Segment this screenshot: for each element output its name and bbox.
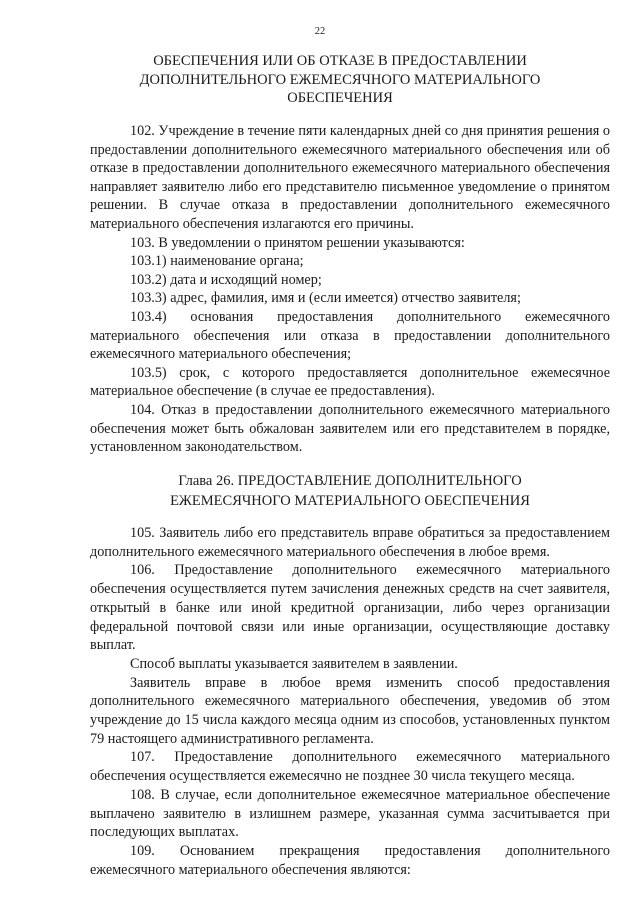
paragraph-105: 105. Заявитель либо его представитель вправе обратиться за предоставлением дополнительного ежемесячного материального обеспечения в любое время.	[90, 525, 610, 560]
paragraph-103: 103. В уведомлении о принятом решении указываются:	[130, 234, 465, 251]
section-title-line: ОБЕСПЕЧЕНИЯ ИЛИ ОБ ОТКАЗЕ В ПРЕДОСТАВЛЕНИИ	[153, 53, 527, 69]
section-title-line: ОБЕСПЕЧЕНИЯ	[287, 90, 393, 107]
paragraph-107: 107. Предоставление дополнительного ежемесячного материального обеспечения осуществляется ежемесячно не позднее 30 числа текущего месяца.	[90, 749, 610, 785]
page-number: 22	[314, 26, 326, 37]
paragraph-103-2: 103.2) дата и исходящий номер;	[130, 271, 322, 288]
paragraph-109: 109. Основанием прекращения предоставления дополнительного ежемесячного материального обеспечения являются:	[90, 842, 610, 878]
chapter-title-line: Глава 26. ПРЕДОСТАВЛЕНИЕ ДОПОЛНИТЕЛЬНОГО	[178, 473, 522, 489]
paragraph-102: 102. Учреждение в течение пяти календарных дней со дня принятия решения о предоставлении дополнительного ежемесячного материального обеспечения или об отказе в предоставлении дополнительного ежемесячного материального обеспечения направляет заявителю либо его представителю письменное уведомление о принятом решении. В случае отказа в предоставлении дополнительного ежемесячного материального обеспечения излагаются его причины.	[90, 123, 610, 232]
section-title-line: ДОПОЛНИТЕЛЬНОГО ЕЖЕМЕСЯЧНОГО МАТЕРИАЛЬНОГО	[139, 71, 541, 88]
section-title	[90, 52, 590, 108]
paragraph-103-3: 103.3) адрес, фамилия, имя и (если имеется) отчество заявителя;	[130, 290, 521, 307]
paragraph-108: 108. В случае, если дополнительное ежемесячное материальное обеспечение выплачено заявителю в излишнем размере, указанная сумма засчитывается при последующих выплатах.	[90, 786, 610, 841]
paragraph-103-5: 103.5) срок, с которого предоставляется дополнительное ежемесячное материальное обеспечение (в случае ее предоставления).	[90, 364, 610, 400]
chapter-title	[90, 472, 610, 512]
chapter-title-line: ЕЖЕМЕСЯЧНОГО МАТЕРИАЛЬНОГО ОБЕСПЕЧЕНИЯ	[170, 492, 530, 509]
paragraph-change-method: Заявитель вправе в любое время изменить способ предоставления дополнительного ежемесячного материального обеспечения, уведомив об этом учреждение до 15 числа каждого месяца одним из способов, установленных пунктом 79 настоящего административного регламента.	[90, 674, 610, 747]
paragraph-103-4: 103.4) основания предоставления дополнительного ежемесячного материального обеспечения или отказа в предоставлении дополнительного ежемесячного материального обеспечения;	[90, 308, 610, 363]
paragraph-106: 106. Предоставление дополнительного ежемесячного материального обеспечения осуществляется путем зачисления денежных средств на счет заявителя, открытый в банке или иной кредитной организации, либо через организации федеральной почтовой связи или иные организации, осуществляющие доставку выплат.	[90, 562, 610, 654]
paragraph-103-1: 103.1) наименование органа;	[130, 253, 304, 270]
paragraph-104: 104. Отказ в предоставлении дополнительного ежемесячного материального обеспечения может быть обжалован заявителем или его представителем в порядке, установленном законодательством.	[90, 401, 610, 456]
paragraph-payment-method: Способ выплаты указывается заявителем в заявлении.	[130, 655, 458, 672]
body-text-part-2	[90, 524, 610, 879]
body-text-part-1	[90, 122, 610, 457]
